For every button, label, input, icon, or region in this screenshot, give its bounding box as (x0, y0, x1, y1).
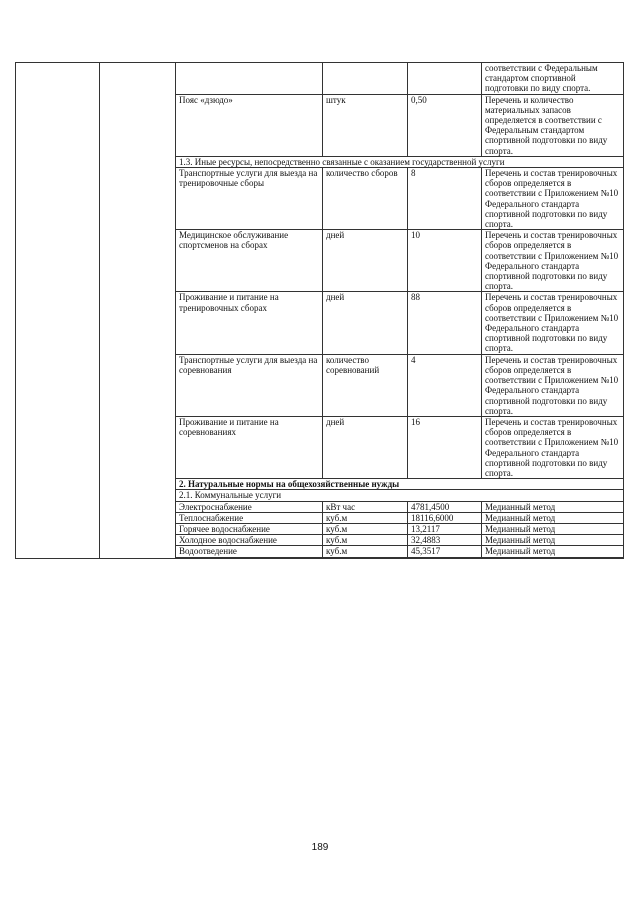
note-cell: Перечень и состав тренировочных сборов определяется в соответствии с Приложением №10 Федерального стандарта спортивной подготовки по виду спорта. (482, 292, 624, 354)
value-cell: 88 (408, 292, 482, 354)
note-cell: Перечень и состав тренировочных сборов определяется в соответствии с Приложением №10 Федерального стандарта спортивной подготовки по виду спорта. (482, 168, 624, 230)
value-cell: 45,3517 (408, 546, 482, 557)
blank-column-2 (100, 63, 176, 559)
note-cell: Медианный метод (482, 546, 624, 557)
table-row (16, 63, 624, 95)
unit-cell: куб.м (323, 523, 408, 534)
resource-name-cell: Теплоснабжение (176, 512, 323, 523)
unit-cell: количество сборов (323, 168, 408, 230)
section-heading-2-1: 2.1. Коммунальные услуги (176, 490, 624, 501)
unit-cell: куб.м (323, 535, 408, 546)
resource-name-cell: Пояс «дзюдо» (176, 94, 323, 156)
note-cell: Медианный метод (482, 523, 624, 534)
unit-cell: количество соревнований (323, 354, 408, 416)
note-cell: Медианный метод (482, 512, 624, 523)
blank-column-1 (16, 63, 100, 559)
unit-cell: куб.м (323, 546, 408, 557)
resource-name-cell: Холодное водоснабжение (176, 535, 323, 546)
resource-name-cell: Водоотведение (176, 546, 323, 557)
resource-name-cell: Транспортные услуги для выезда на соревнования (176, 354, 323, 416)
resource-name-cell: Проживание и питание на соревнованиях (176, 416, 323, 478)
value-cell: 0,50 (408, 94, 482, 156)
value-cell: 10 (408, 230, 482, 292)
value-cell: 4 (408, 354, 482, 416)
value-cell: 8 (408, 168, 482, 230)
value-cell: 18116,6000 (408, 512, 482, 523)
note-cell: Перечень и состав тренировочных сборов определяется в соответствии с Приложением №10 Федерального стандарта спортивной подготовки по виду спорта. (482, 354, 624, 416)
value-cell: 32,4883 (408, 535, 482, 546)
note-cell: Перечень и состав тренировочных сборов определяется в соответствии с Приложением №10 Федерального стандарта спортивной подготовки по виду спорта. (482, 416, 624, 478)
norms-table (15, 62, 624, 559)
note-cell: Перечень и состав тренировочных сборов определяется в соответствии с Приложением №10 Федерального стандарта спортивной подготовки по виду спорта. (482, 230, 624, 292)
unit-cell: куб.м (323, 512, 408, 523)
page-number: 189 (311, 842, 329, 853)
value-cell: 4781,4500 (408, 501, 482, 512)
note-cell: Перечень и количество материальных запасов определяется в соответствии с Федеральным стандартом спортивной подготовки по виду спорта. (482, 94, 624, 156)
resource-name-cell: Электроснабжение (176, 501, 323, 512)
unit-cell: дней (323, 230, 408, 292)
section-heading-1-3: 1.3. Иные ресурсы, непосредственно связанные с оказанием государственной услуги (176, 156, 624, 167)
resource-name-cell: Проживание и питание на тренировочных сборах (176, 292, 323, 354)
unit-cell: кВт час (323, 501, 408, 512)
section-heading-2: 2. Натуральные нормы на общехозяйственные нужды (176, 479, 624, 490)
note-cell: соответствии с Федеральным стандартом спортивной подготовки по виду спорта. (482, 63, 624, 95)
note-cell: Медианный метод (482, 535, 624, 546)
unit-cell: дней (323, 416, 408, 478)
value-cell: 13,2117 (408, 523, 482, 534)
resource-name-cell: Транспортные услуги для выезда на тренировочные сборы (176, 168, 323, 230)
note-cell: Медианный метод (482, 501, 624, 512)
unit-cell: дней (323, 292, 408, 354)
unit-cell: штук (323, 94, 408, 156)
value-cell: 16 (408, 416, 482, 478)
resource-name-cell: Горячее водоснабжение (176, 523, 323, 534)
resource-name-cell: Медицинское обслуживание спортсменов на сборах (176, 230, 323, 292)
